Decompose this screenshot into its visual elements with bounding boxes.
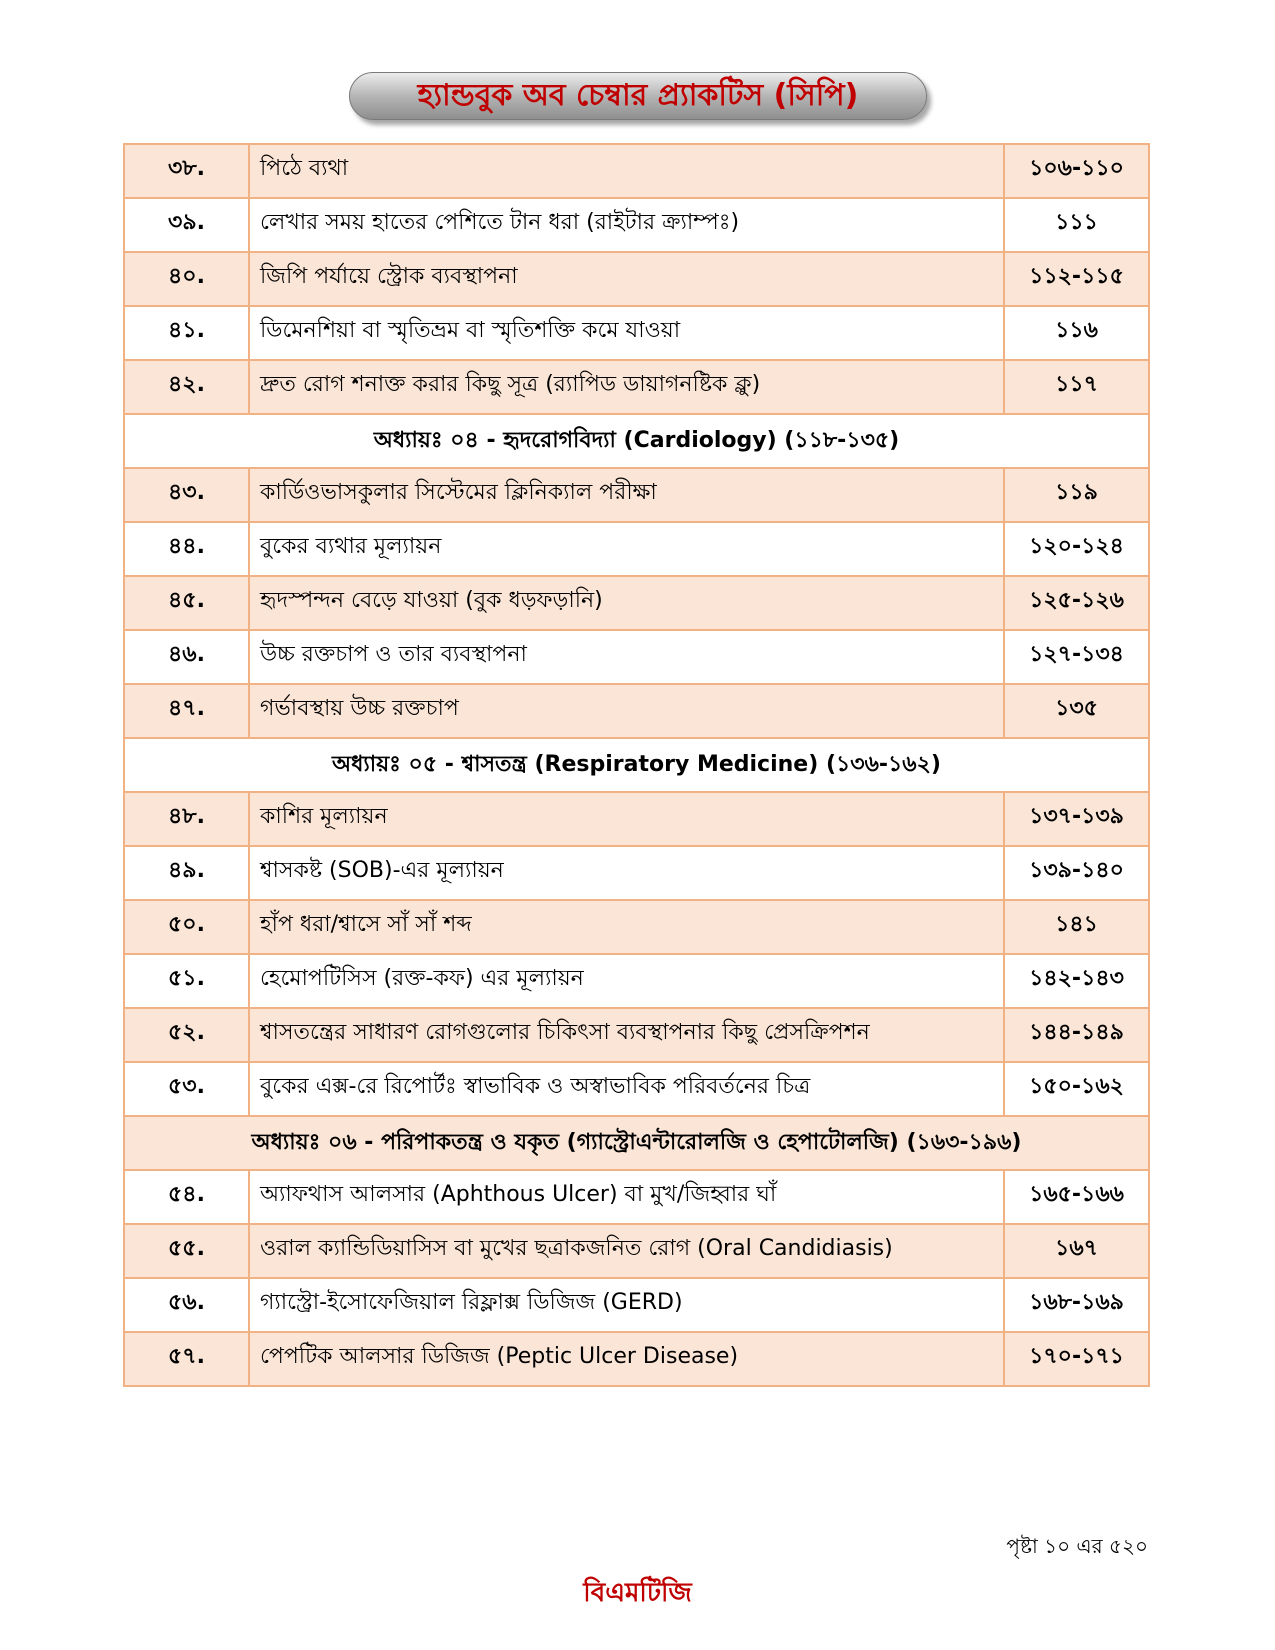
entry-number: ৫৬. (124, 1278, 249, 1332)
entry-pages: ১৪১ (1004, 900, 1149, 954)
table-row (124, 1224, 1149, 1278)
entry-pages: ১১৬ (1004, 306, 1149, 360)
entry-title: বুকের ব্যথার মূল্যায়ন (249, 522, 1004, 576)
entry-number: ৫২. (124, 1008, 249, 1062)
entry-number: ৪২. (124, 360, 249, 414)
entry-number: ৪৫. (124, 576, 249, 630)
table-row (124, 306, 1149, 360)
entry-pages: ১৭০-১৭১ (1004, 1332, 1149, 1386)
table-row (124, 954, 1149, 1008)
entry-number: ৪৭. (124, 684, 249, 738)
table-row (124, 576, 1149, 630)
entry-pages: ১১৯ (1004, 468, 1149, 522)
entry-title: হাঁপ ধরা/শ্বাসে সাঁ সাঁ শব্দ (249, 900, 1004, 954)
table-row (124, 1278, 1149, 1332)
chapter-heading-row (124, 1116, 1149, 1170)
table-row (124, 1062, 1149, 1116)
entry-number: ৪৩. (124, 468, 249, 522)
entry-title: বুকের এক্স-রে রিপোর্টঃ স্বাভাবিক ও অস্বাভাবিক পরিবর্তনের চিত্র (249, 1062, 1004, 1116)
entry-pages: ১৩৫ (1004, 684, 1149, 738)
table-row (124, 522, 1149, 576)
table-row (124, 846, 1149, 900)
table-row (124, 198, 1149, 252)
entry-title: পিঠে ব্যথা (249, 144, 1004, 198)
entry-pages: ১২০-১২৪ (1004, 522, 1149, 576)
table-row (124, 144, 1149, 198)
entry-pages: ১২৭-১৩৪ (1004, 630, 1149, 684)
entry-number: ৫৩. (124, 1062, 249, 1116)
entry-pages: ১৫০-১৬২ (1004, 1062, 1149, 1116)
entry-number: ৪৯. (124, 846, 249, 900)
entry-pages: ১২৫-১২৬ (1004, 576, 1149, 630)
entry-number: ৪৪. (124, 522, 249, 576)
entry-number: ৪৬. (124, 630, 249, 684)
entry-pages: ১৪৪-১৪৯ (1004, 1008, 1149, 1062)
entry-number: ৩৮. (124, 144, 249, 198)
table-row (124, 468, 1149, 522)
entry-pages: ১১৭ (1004, 360, 1149, 414)
document-title: হ্যান্ডবুক অব চেম্বার প্র্যাকটিস (সিপি) (417, 77, 859, 113)
entry-title: হেমোপটিসিস (রক্ত-কফ) এর মূল্যায়ন (249, 954, 1004, 1008)
entry-number: ৫১. (124, 954, 249, 1008)
table-row (124, 900, 1149, 954)
entry-title: হৃদস্পন্দন বেড়ে যাওয়া (বুক ধড়ফড়ানি) (249, 576, 1004, 630)
entry-number: ৫৭. (124, 1332, 249, 1386)
entry-pages: ১১২-১১৫ (1004, 252, 1149, 306)
entry-title: ডিমেনশিয়া বা স্মৃতিভ্রম বা স্মৃতিশক্তি কমে যাওয়া (249, 306, 1004, 360)
entry-pages: ১৩৭-১৩৯ (1004, 792, 1149, 846)
chapter-heading: অধ্যায়ঃ ০৬ - পরিপাকতন্ত্র ও যকৃত (গ্যাস্ট্রোএন্টারোলজি ও হেপাটোলজি) (১৬৩-১৯৬) (124, 1116, 1149, 1170)
entry-title: শ্বাসতন্ত্রের সাধারণ রোগগুলোর চিকিৎসা ব্যবস্থাপনার কিছু প্রেসক্রিপশন (249, 1008, 1004, 1062)
entry-number: ৩৯. (124, 198, 249, 252)
table-row (124, 1332, 1149, 1386)
entry-pages: ১৬৫-১৬৬ (1004, 1170, 1149, 1224)
table-row (124, 252, 1149, 306)
entry-title: গ্যাস্ট্রো-ইসোফেজিয়াল রিফ্লাক্স ডিজিজ (GERD) (249, 1278, 1004, 1332)
entry-number: ৫৪. (124, 1170, 249, 1224)
entry-title: পেপটিক আলসার ডিজিজ (Peptic Ulcer Disease) (249, 1332, 1004, 1386)
entry-pages: ১১১ (1004, 198, 1149, 252)
table-row (124, 684, 1149, 738)
entry-title: কাশির মূল্যায়ন (249, 792, 1004, 846)
table-row (124, 630, 1149, 684)
footer-brand: বিএমটিজি (583, 1578, 692, 1608)
chapter-heading-row (124, 738, 1149, 792)
entry-pages: ১৬৭ (1004, 1224, 1149, 1278)
document-title-banner (349, 72, 927, 120)
table-row (124, 360, 1149, 414)
entry-number: ৪০. (124, 252, 249, 306)
table-row (124, 792, 1149, 846)
entry-title: দ্রুত রোগ শনাক্ত করার কিছু সূত্র (র‍্যাপিড ডায়াগনষ্টিক ক্লু) (249, 360, 1004, 414)
page-number: পৃষ্টা ১০ এর ৫২০ (1006, 1534, 1148, 1558)
entry-title: লেখার সময় হাতের পেশিতে টান ধরা (রাইটার ক্র্যাম্পঃ) (249, 198, 1004, 252)
table-row (124, 1008, 1149, 1062)
entry-title: জিপি পর্যায়ে স্ট্রোক ব্যবস্থাপনা (249, 252, 1004, 306)
entry-pages: ১৩৯-১৪০ (1004, 846, 1149, 900)
entry-title: শ্বাসকষ্ট (SOB)-এর মূল্যায়ন (249, 846, 1004, 900)
entry-title: অ্যাফথাস আলসার (Aphthous Ulcer) বা মুখ/জিহ্বার ঘাঁ (249, 1170, 1004, 1224)
entry-title: উচ্চ রক্তচাপ ও তার ব্যবস্থাপনা (249, 630, 1004, 684)
table-of-contents (123, 143, 1150, 1387)
entry-title: ওরাল ক্যান্ডিডিয়াসিস বা মুখের ছত্রাকজনিত রোগ (Oral Candidiasis) (249, 1224, 1004, 1278)
chapter-heading: অধ্যায়ঃ ০৪ - হৃদরোগবিদ্যা (Cardiology) (১১৮-১৩৫) (124, 414, 1149, 468)
entry-title: কার্ডিওভাসকুলার সিস্টেমের ক্লিনিক্যাল পরীক্ষা (249, 468, 1004, 522)
entry-number: ৫০. (124, 900, 249, 954)
entry-number: ৪৮. (124, 792, 249, 846)
entry-pages: ১০৬-১১০ (1004, 144, 1149, 198)
entry-number: ৫৫. (124, 1224, 249, 1278)
chapter-heading-row (124, 414, 1149, 468)
entry-pages: ১৬৮-১৬৯ (1004, 1278, 1149, 1332)
entry-title: গর্ভাবস্থায় উচ্চ রক্তচাপ (249, 684, 1004, 738)
table-row (124, 1170, 1149, 1224)
entry-pages: ১৪২-১৪৩ (1004, 954, 1149, 1008)
chapter-heading: অধ্যায়ঃ ০৫ - শ্বাসতন্ত্র (Respiratory Medicine) (১৩৬-১৬২) (124, 738, 1149, 792)
entry-number: ৪১. (124, 306, 249, 360)
